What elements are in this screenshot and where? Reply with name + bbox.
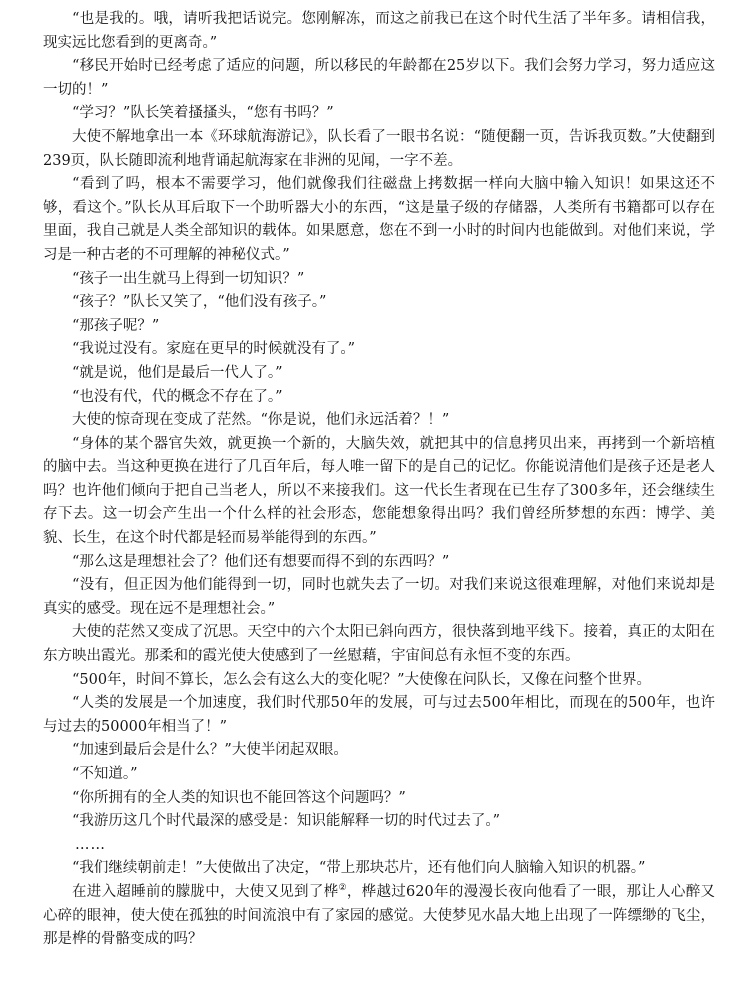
section-ellipsis: …… [75, 836, 106, 853]
paragraph: 大使的惊奇现在变成了茫然。“你是说，他们永远活着？！” [72, 412, 450, 429]
paragraph: “身体的某个器官失效，就更换一个新的，大脑失效，就把其中的信息拷贝出来，再拷到一个新培植的脑中去。当这种更换在进行了几百年后，每人唯一留下的是自己的记忆。你能说清他们是孩子还是老人吗？也许他们倾向于把自己当老人，所以不来接我们。这一代长生者现在已生存了300多年，还会继续生存下去。这一切会产生出一个什么样的社会形态，您能想象得出吗？我们曾经所梦想的东西：博学、美貌、长生，在这个时代都是轻而易举能得到的东西。” [43, 435, 715, 547]
final-text-start: 在进入超睡前的朦胧中，大使又见到了桦 [72, 883, 339, 900]
paragraph: “500年，时间不算长，怎么会有这么大的变化呢？”大使像在问队长，又像在问整个世界。 [72, 671, 651, 688]
final-paragraph [43, 881, 715, 952]
paragraph: “学习？”队长笑着搔搔头，“您有书吗？” [72, 105, 334, 122]
paragraph: “孩子一出生就马上得到一切知识？” [72, 270, 305, 287]
paragraph: “人类的发展是一个加速度，我们时代那50年的发展，可与过去500年相比，而现在的500年，也许与过去的50000年相当了！” [43, 695, 715, 735]
paragraph: “你所拥有的全人类的知识也不能回答这个问题吗？” [72, 789, 406, 806]
paragraph: “我游历这几个时代最深的感受是：知识能解释一切的时代过去了。” [72, 813, 501, 830]
paragraph: “加速到最后会是什么？”大使半闭起双眼。 [72, 742, 348, 759]
paragraph: “不知道。” [72, 766, 138, 782]
paragraph: 大使的茫然又变成了沉思。天空中的六个太阳已斜向西方，很快落到地平线下。接着，真正的太阳在东方映出霞光。那柔和的霞光使大使感到了一丝慰藉，宇宙间总有永恒不变的东西。 [43, 624, 715, 665]
paragraph: “看到了吗，根本不需要学习，他们就像我们往磁盘上拷数据一样向大脑中输入知识！如果这还不够，看这个。”队长从耳后取下一个助听器大小的东西，“这是量子级的存储器，人类所有书籍都可以存在里面，我自己就是人类全部知识的载体。如果愿意，您在不到一小时的时间内也能做到。对他们来说，学习是一种古老的不可理解的神秘仪式。” [43, 176, 715, 263]
paragraph: “就是说，他们是最后一代人了。” [72, 364, 283, 381]
paragraph: “移民开始时已经考虑了适应的问题，所以移民的年龄都在25岁以下。我们会努力学习，努力适应这一切的！” [43, 58, 715, 98]
document-page [43, 8, 715, 952]
paragraph: “我说过没有。家庭在更早的时候就没有了。” [72, 341, 356, 358]
final-text-end: ，桦越过620年的漫漫长夜向他看了一眼，那让人心醉又心碎的眼神，使大使在孤独的时间流浪中有了家园的感觉。大使梦见水晶大地上出现了一阵缥缈的飞尘，那是桦的骨骼变成的吗？ [43, 883, 715, 948]
paragraph: “那孩子呢？” [72, 317, 160, 334]
footnote-marker: ② [338, 883, 347, 894]
paragraph: “孩子？”队长又笑了，“他们没有孩子。” [72, 294, 327, 311]
paragraph: “没有，但正因为他们能得到一切，同时也就失去了一切。对我们来说这很难理解，对他们来说却是真实的感受。现在远不是理想社会。” [43, 577, 715, 617]
paragraph: 大使不解地拿出一本《环球航海游记》，队长看了一眼书名说：“随便翻一页，告诉我页数。”大使翻到239页，队长随即流利地背诵起航海家在非洲的见闻，一字不差。 [43, 128, 715, 169]
paragraph: “也是我的。哦，请听我把话说完。您刚解冻，而这之前我已在这个时代生活了半年多。请相信我，现实远比您看到的更离奇。” [43, 11, 715, 51]
paragraph: “也没有代，代的概念不存在了。” [72, 388, 283, 405]
paragraph: “我们继续朝前走！”大使做出了决定，“带上那块芯片，还有他们向人脑输入知识的机器。” [72, 860, 646, 877]
paragraph: “那么这是理想社会了？他们还有想要而得不到的东西吗？” [72, 553, 450, 570]
